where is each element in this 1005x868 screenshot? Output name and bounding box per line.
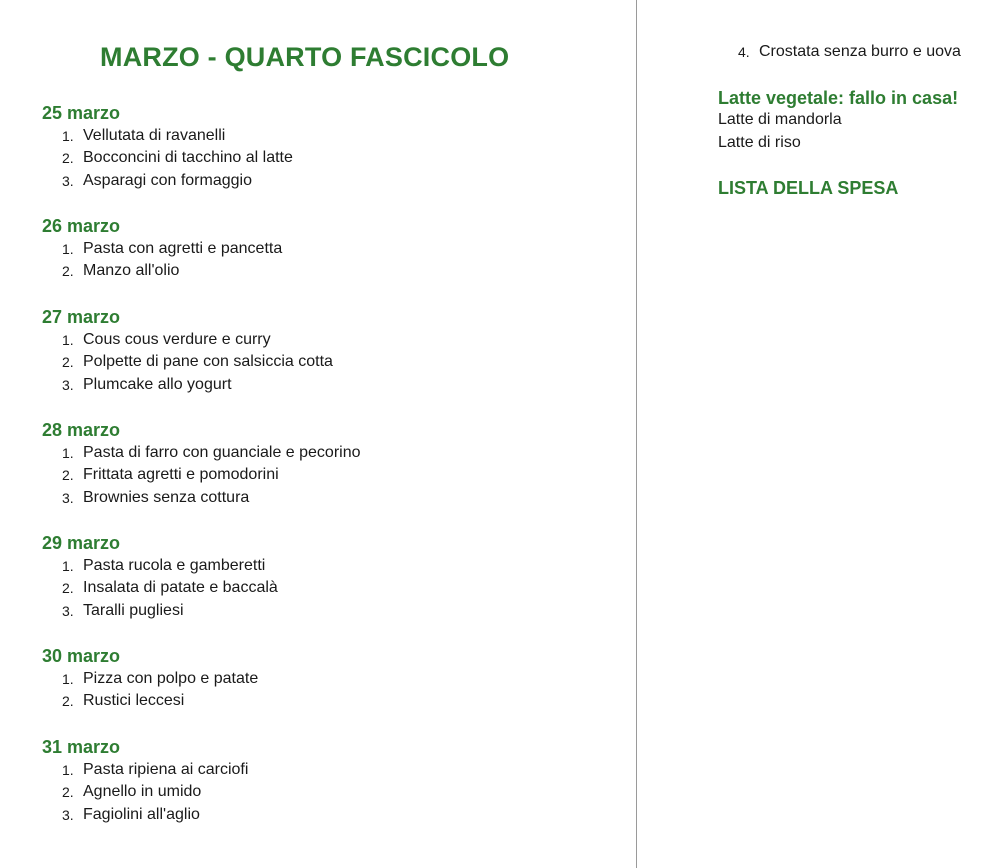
recipe-name: Polpette di pane con salsiccia cotta xyxy=(83,353,333,371)
plant-milk-heading: Latte vegetale: fallo in casa! xyxy=(718,88,959,108)
list-item xyxy=(42,238,622,260)
recipe-name: Bocconcini di tacchino al latte xyxy=(83,149,293,167)
list-number: 2. xyxy=(62,784,74,801)
day-section-27-marzo xyxy=(42,305,622,396)
day-heading: 26 marzo xyxy=(42,216,121,236)
day-heading: 25 marzo xyxy=(42,103,121,123)
list-number: 2. xyxy=(62,263,74,280)
day-section-30-marzo xyxy=(42,644,622,713)
recipe-list xyxy=(42,329,622,396)
recipe-name: Manzo all'olio xyxy=(83,262,180,280)
recipe-list xyxy=(42,668,622,713)
recipe-name: Cous cous verdure e curry xyxy=(83,331,271,348)
list-item xyxy=(42,374,622,396)
recipe-name: Taralli pugliesi xyxy=(83,601,184,619)
day-section-31-marzo xyxy=(42,735,622,826)
list-number: 1. xyxy=(62,128,74,144)
list-item xyxy=(42,442,622,464)
page-title: MARZO - QUARTO FASCICOLO xyxy=(100,42,510,72)
day-heading: 29 marzo xyxy=(42,533,121,553)
list-item xyxy=(42,170,622,192)
list-number: 1. xyxy=(62,241,74,257)
list-item xyxy=(42,600,622,622)
list-number: 2. xyxy=(62,693,74,710)
list-item xyxy=(42,668,622,690)
list-number: 1. xyxy=(62,558,74,574)
list-number: 2. xyxy=(62,354,74,371)
list-item xyxy=(42,690,622,712)
recipe-name: Asparagi con formaggio xyxy=(83,171,252,189)
recipe-list xyxy=(42,759,622,826)
recipe-name: Pasta rucola e gamberetti xyxy=(83,557,266,574)
list-item xyxy=(42,555,622,577)
recipe-name: Insalata di patate e baccalà xyxy=(83,579,278,597)
recipe-name: Fagiolini all'aglio xyxy=(83,805,200,823)
recipe-name: Frittata agretti e pomodorini xyxy=(83,466,279,484)
list-number: 1. xyxy=(62,332,74,348)
list-item xyxy=(42,147,622,169)
recipe-name: Agnello in umido xyxy=(83,783,202,801)
list-item xyxy=(42,351,622,373)
list-item xyxy=(738,41,961,63)
list-item xyxy=(42,464,622,486)
list-number: 2. xyxy=(62,467,74,484)
right-column xyxy=(637,0,1005,868)
recipe-list xyxy=(42,238,622,283)
day-heading: 28 marzo xyxy=(42,420,121,440)
shopping-list-heading: LISTA DELLA SPESA xyxy=(718,178,899,198)
list-number: 1. xyxy=(62,671,74,687)
list-number: 3. xyxy=(62,602,74,619)
recipe-name: Pasta di farro con guanciale e pecorino xyxy=(83,444,361,461)
plant-milk-item: Latte di riso xyxy=(718,134,801,151)
recipe-name: Vellutata di ravanelli xyxy=(83,127,226,144)
day-section-26-marzo xyxy=(42,214,622,283)
list-item xyxy=(42,487,622,509)
list-item xyxy=(42,329,622,351)
day-section-25-marzo xyxy=(42,101,622,192)
recipe-list xyxy=(42,442,622,509)
list-item xyxy=(42,577,622,599)
list-number: 1. xyxy=(62,445,74,461)
recipe-name: Plumcake allo yogurt xyxy=(83,375,232,393)
day-section-28-marzo xyxy=(42,418,622,509)
list-item xyxy=(42,759,622,781)
list-item xyxy=(42,125,622,147)
day-heading: 31 marzo xyxy=(42,737,121,757)
plant-milk-item: Latte di mandorla xyxy=(718,111,842,128)
recipe-name: Pasta con agretti e pancetta xyxy=(83,240,283,257)
list-number: 2. xyxy=(62,150,74,167)
list-number: 3. xyxy=(62,489,74,506)
recipe-name: Pizza con polpo e patate xyxy=(83,670,259,687)
day-heading: 30 marzo xyxy=(42,646,121,666)
list-number: 4. xyxy=(738,44,750,60)
list-number: 3. xyxy=(62,376,74,393)
list-number: 3. xyxy=(62,806,74,823)
recipe-name: Brownies senza cottura xyxy=(83,488,250,506)
list-number: 1. xyxy=(62,762,74,778)
recipe-list xyxy=(42,125,622,192)
list-number: 3. xyxy=(62,172,74,189)
day-heading: 27 marzo xyxy=(42,307,121,327)
recipe-name: Crostata senza burro e uova xyxy=(759,43,961,60)
list-item xyxy=(42,804,622,826)
recipe-list xyxy=(42,555,622,622)
list-number: 2. xyxy=(62,580,74,597)
recipe-name: Rustici leccesi xyxy=(83,692,185,710)
list-item xyxy=(42,781,622,803)
day-section-29-marzo xyxy=(42,531,622,622)
recipe-name: Pasta ripiena ai carciofi xyxy=(83,761,249,778)
list-item xyxy=(42,260,622,282)
